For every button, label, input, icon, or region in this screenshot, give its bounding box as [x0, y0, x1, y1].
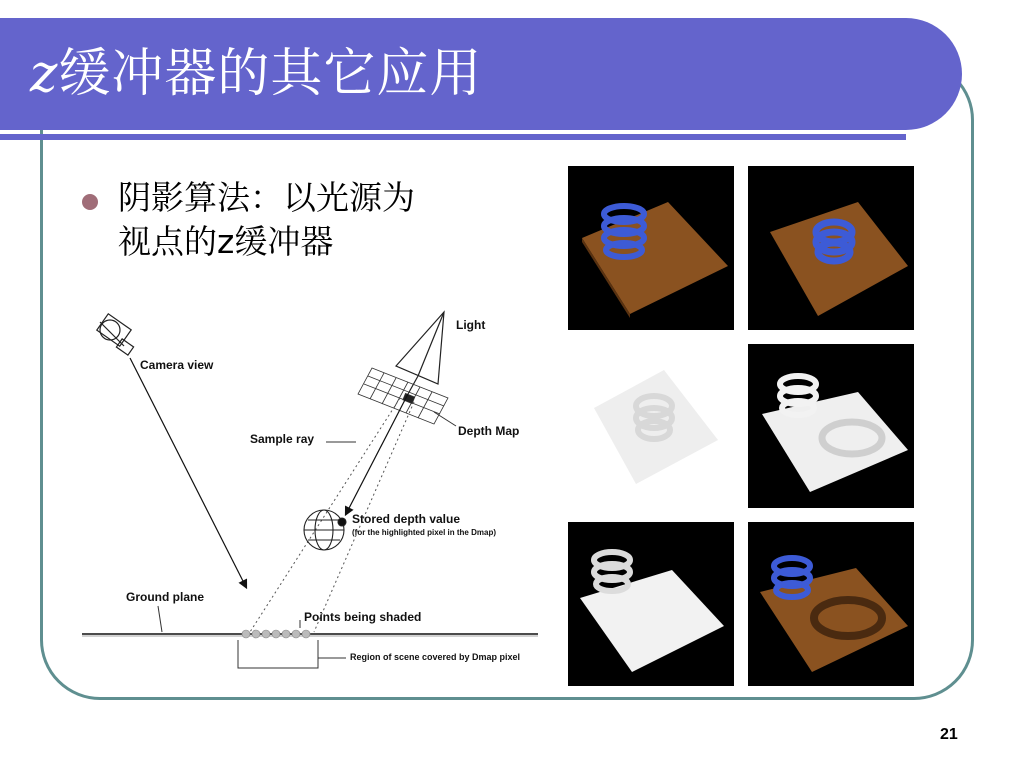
thumb-white-spiral-shadow [748, 344, 914, 508]
thumb-white-spiral [568, 522, 734, 686]
label-stored-depth-note: (for the highlighted pixel in the Dmap) [352, 528, 496, 537]
label-region: Region of scene covered by Dmap pixel [350, 652, 521, 662]
camera-icon [97, 314, 134, 355]
title-z: z [30, 44, 59, 104]
camera-ray [130, 358, 246, 587]
shaded-points [242, 630, 310, 638]
depth-map-leader [434, 412, 456, 426]
label-sample-ray: Sample ray [250, 432, 315, 446]
bullet-dot [82, 194, 98, 210]
bullet-line-2: 视点的z缓冲器 [118, 222, 334, 261]
title-rest: 缓冲器的其它应用 [58, 44, 483, 104]
thumb-spiral-wood-1 [568, 166, 734, 330]
title-underline [0, 134, 906, 140]
ground-leader [158, 606, 162, 632]
light-ray [346, 394, 408, 514]
shadow-map-diagram [78, 302, 542, 680]
light-icon [396, 312, 444, 394]
page-number: 21 [940, 726, 958, 743]
thumb-spiral-wood-shadow [748, 522, 914, 686]
label-camera-view: Camera view [140, 358, 214, 372]
label-ground-plane: Ground plane [126, 590, 204, 604]
render-thumbnails [568, 166, 918, 686]
slide-title [30, 44, 482, 104]
thumb-faint-spiral [568, 344, 734, 508]
label-points-shaded: Points being shaded [304, 610, 422, 624]
thumb-spiral-wood-2 [748, 166, 914, 330]
label-stored-depth: Stored depth value [352, 512, 461, 526]
region-bracket [238, 640, 318, 668]
depth-map-grid [358, 368, 448, 424]
label-light: Light [456, 318, 486, 332]
sphere-icon [304, 510, 346, 550]
bullet-text [118, 176, 538, 264]
bullet-line-1: 阴影算法：以光源为 [118, 178, 415, 217]
label-depth-map: Depth Map [458, 424, 520, 438]
